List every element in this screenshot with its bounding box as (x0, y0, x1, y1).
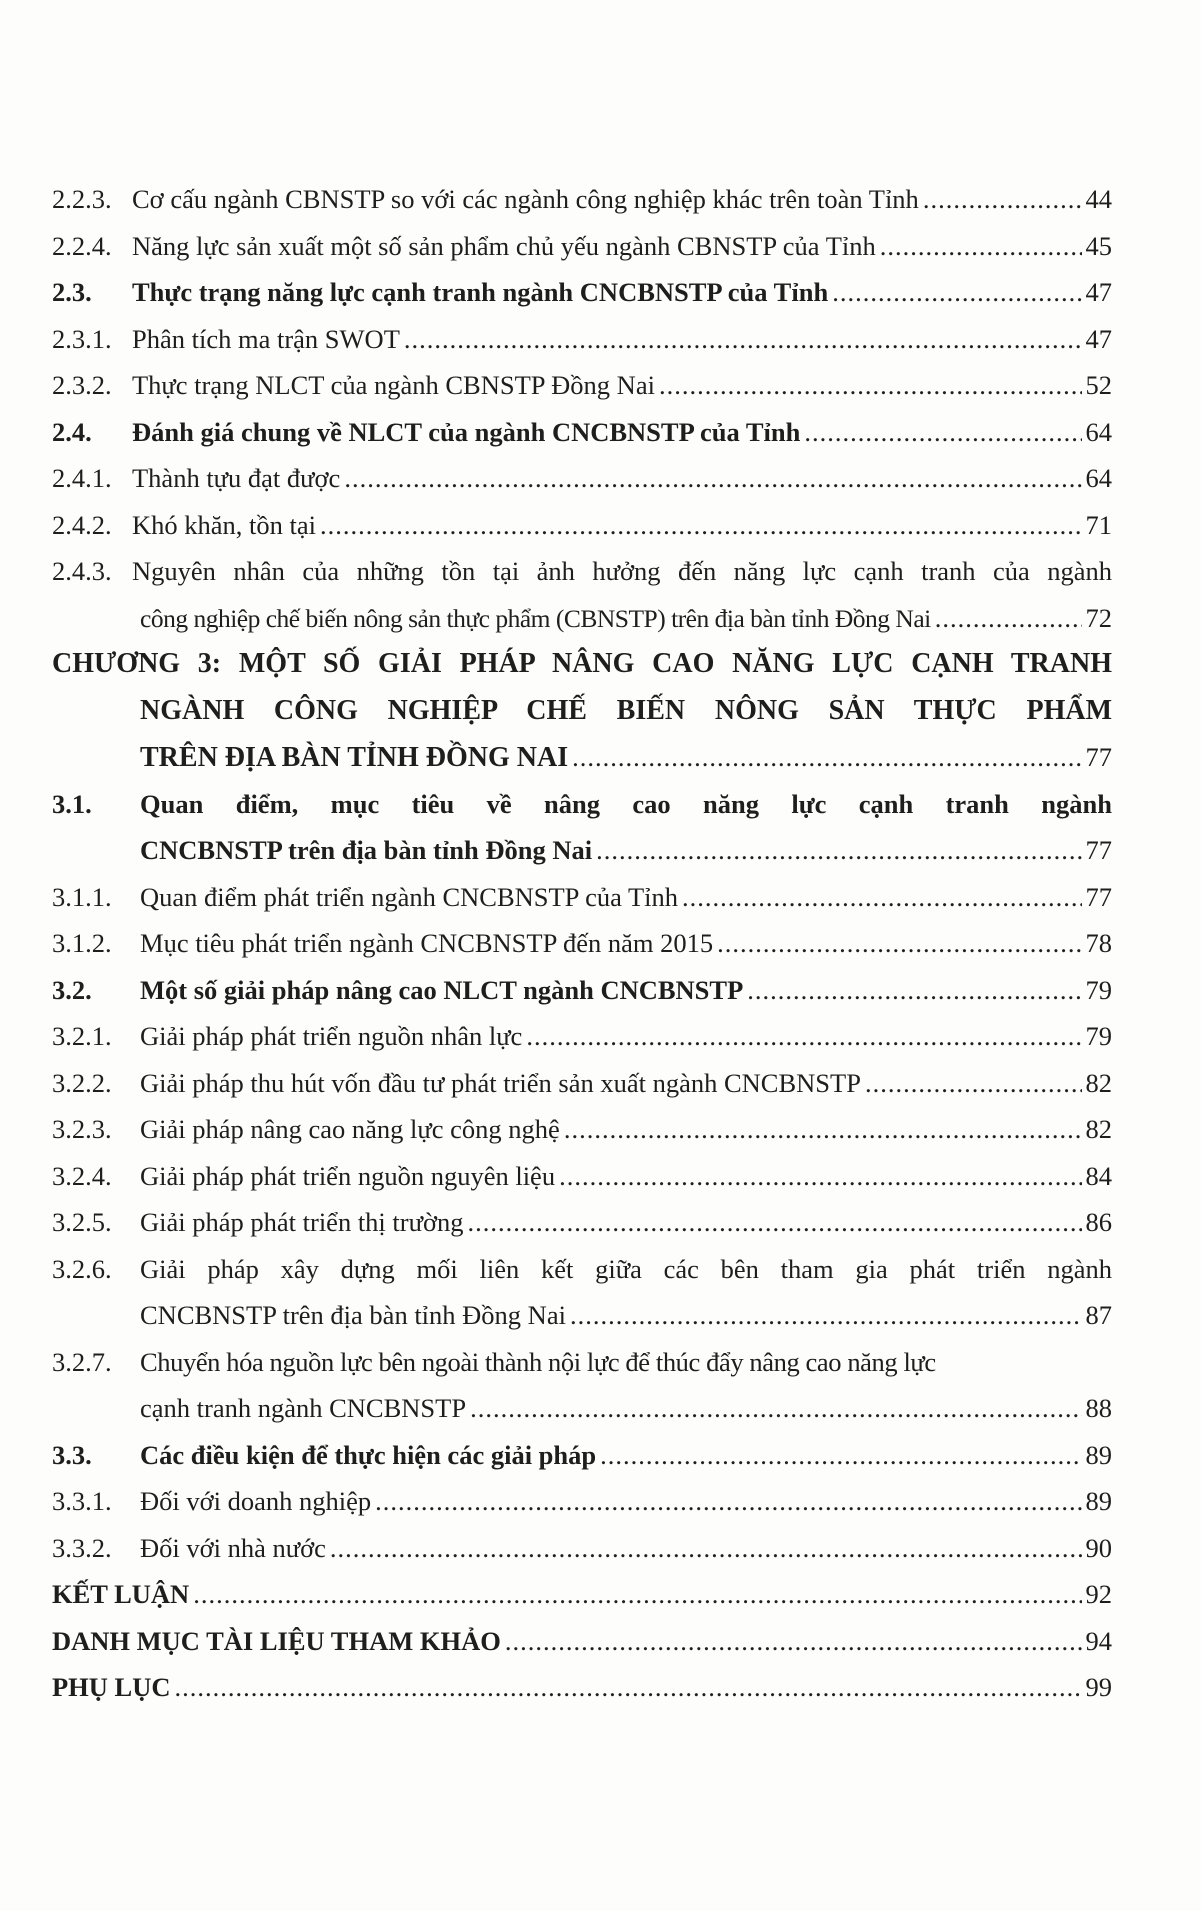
dot-leader (468, 1199, 1082, 1246)
entry-number: 3.2. (52, 974, 92, 1005)
toc-entry-3-2-2[interactable] (52, 1060, 1112, 1107)
entry-title: Đối với doanh nghiệp (140, 1486, 372, 1516)
entry-page: 71 (1085, 509, 1112, 540)
dot-leader (865, 1060, 1082, 1107)
entry-number: 3.3.2. (52, 1532, 112, 1563)
entry-title: Năng lực sản xuất một số sản phẩm chủ yếu ngành CBNSTP của Tỉnh (132, 230, 876, 261)
entry-number: 2.4.2. (52, 509, 112, 540)
entry-page: 90 (1085, 1532, 1112, 1563)
dot-leader (596, 827, 1081, 874)
entry-page: 82 (1085, 1067, 1112, 1098)
entry-title-line-2: cạnh tranh ngành CNCBNSTP (140, 1393, 467, 1423)
toc-entry-3-1[interactable] (52, 781, 1112, 874)
toc-entry-3-2-4[interactable] (52, 1153, 1112, 1200)
chapter-title-line-2: NGÀNH CÔNG NGHIỆP CHẾ BIẾN NÔNG SẢN THỰC PHẨM (140, 694, 1112, 726)
dot-leader (717, 920, 1081, 967)
dot-leader (193, 1571, 1081, 1618)
entry-title: Các điều kiện để thực hiện các giải pháp (140, 1439, 597, 1470)
entry-page: 64 (1085, 416, 1112, 447)
toc-entry-2-2-4[interactable] (52, 223, 1112, 270)
entry-page: 52 (1085, 370, 1112, 400)
dot-leader (375, 1478, 1081, 1525)
entry-title: Khó khăn, tồn tại (132, 509, 316, 540)
entry-title-line-1: Quan điểm, mục tiêu về nâng cao năng lực cạnh tranh ngành (140, 788, 1112, 819)
entry-number: 2.3.1. (52, 323, 112, 354)
entry-page: 77 (1085, 881, 1112, 912)
toc-entry-2-3[interactable] (52, 269, 1112, 316)
entry-page: 77 (1085, 742, 1112, 772)
dot-leader (470, 1385, 1081, 1432)
entry-title: Giải pháp thu hút vốn đầu tư phát triển sản xuất ngành CNCBNSTP (140, 1067, 861, 1098)
dot-leader (404, 316, 1082, 363)
entry-title: Giải pháp nâng cao năng lực công nghệ (140, 1114, 560, 1144)
entry-title-line-2: CNCBNSTP trên địa bàn tỉnh Đồng Nai (140, 835, 593, 865)
entry-page: 84 (1085, 1160, 1112, 1191)
entry-page: 89 (1085, 1439, 1112, 1470)
entry-title-line-1: Chuyển hóa nguồn lực bên ngoài thành nội lực để thúc đẩy nâng cao năng lực (140, 1346, 936, 1377)
dot-leader (682, 874, 1081, 921)
entry-number: 3.2.1. (52, 1021, 112, 1051)
entry-page: 82 (1085, 1114, 1112, 1144)
entry-title: Thực trạng năng lực cạnh tranh ngành CNCBNSTP của Tỉnh (132, 277, 829, 307)
toc-entry-2-4[interactable] (52, 409, 1112, 456)
entry-title-line-1: Nguyên nhân của những tồn tại ảnh hưởng đến năng lực cạnh tranh của ngành (132, 556, 1112, 586)
table-of-contents (52, 176, 1112, 1711)
chapter-title-line-3: TRÊN ĐỊA BÀN TỈNH ĐỒNG NAI (140, 742, 569, 773)
entry-page: 99 (1085, 1672, 1112, 1702)
toc-entry-3-2-7[interactable] (52, 1339, 1112, 1432)
entry-number: 2.4.1. (52, 463, 112, 493)
entry-page: 45 (1085, 230, 1112, 261)
toc-entry-3-2-3[interactable] (52, 1106, 1112, 1153)
dot-leader (600, 1432, 1081, 1479)
dot-leader (320, 502, 1082, 549)
dot-leader (559, 1153, 1081, 1200)
toc-entry-references[interactable] (52, 1618, 1112, 1665)
dot-leader (330, 1525, 1082, 1572)
entry-number: 3.1.1. (52, 881, 112, 912)
entry-title-line-1: Giải pháp xây dựng mối liên kết giữa các bên tham gia phát triển ngành (140, 1253, 1112, 1284)
toc-entry-3-1-1[interactable] (52, 874, 1112, 921)
entry-title: Đánh giá chung về NLCT của ngành CNCBNSTP của Tỉnh (132, 416, 801, 447)
entry-number: 2.4.3. (52, 556, 112, 586)
entry-page: 86 (1085, 1207, 1112, 1237)
entry-title-line-2: công nghiệp chế biến nông sản thực phẩm (CBNSTP) trên địa bàn tỉnh Đồng Nai (140, 603, 931, 633)
entry-number: 3.1.2. (52, 928, 112, 958)
entry-number: 3.2.5. (52, 1207, 112, 1237)
entry-number: 3.1. (52, 788, 92, 819)
entry-title: Phân tích ma trận SWOT (132, 323, 400, 354)
entry-number: 3.2.6. (52, 1253, 112, 1284)
entry-page: 44 (1085, 184, 1112, 214)
dot-leader (564, 1106, 1082, 1153)
toc-entry-appendix[interactable] (52, 1664, 1112, 1711)
entry-number: 3.2.2. (52, 1067, 112, 1098)
entry-title: Quan điểm phát triển ngành CNCBNSTP của Tỉnh (140, 881, 679, 912)
dot-leader (923, 176, 1082, 223)
entry-page: 47 (1085, 323, 1112, 354)
dot-leader (804, 409, 1081, 456)
entry-page: 87 (1085, 1300, 1112, 1330)
toc-entry-2-4-3[interactable] (52, 548, 1112, 641)
entry-title: Thực trạng NLCT của ngành CBNSTP Đồng Nai (132, 370, 655, 400)
toc-entry-2-2-3[interactable] (52, 176, 1112, 223)
toc-entry-3-2[interactable] (52, 967, 1112, 1014)
dot-leader (175, 1664, 1082, 1711)
toc-entry-2-4-2[interactable] (52, 502, 1112, 549)
entry-title: Thành tựu đạt được (132, 463, 341, 493)
entry-title: PHỤ LỤC (52, 1672, 171, 1702)
entry-page: 77 (1085, 835, 1112, 865)
dot-leader (659, 362, 1082, 409)
entry-page: 64 (1085, 463, 1112, 493)
entry-number: 3.2.4. (52, 1160, 112, 1191)
entry-number: 3.3.1. (52, 1486, 112, 1516)
toc-entry-3-2-6[interactable] (52, 1246, 1112, 1339)
dot-leader (880, 223, 1082, 270)
entry-title: Đối với nhà nước (140, 1532, 326, 1563)
dot-leader (935, 595, 1082, 642)
entry-number: 2.2.3. (52, 184, 112, 214)
toc-entry-2-3-1[interactable] (52, 316, 1112, 363)
dot-leader (505, 1618, 1082, 1665)
toc-entry-3-2-5[interactable] (52, 1199, 1112, 1246)
entry-page: 47 (1085, 277, 1112, 307)
entry-page: 92 (1085, 1579, 1112, 1609)
toc-entry-2-3-2[interactable] (52, 362, 1112, 409)
toc-entry-3-2-1[interactable] (52, 1013, 1112, 1060)
entry-number: 2.2.4. (52, 230, 112, 261)
dot-leader (572, 734, 1081, 781)
entry-page: 88 (1085, 1393, 1112, 1423)
entry-number: 2.3. (52, 277, 92, 307)
dot-leader (526, 1013, 1081, 1060)
dot-leader (832, 269, 1081, 316)
entry-page: 94 (1085, 1625, 1112, 1656)
entry-number: 3.2.3. (52, 1114, 112, 1144)
entry-page: 79 (1085, 1021, 1112, 1051)
toc-entry-conclusion[interactable] (52, 1571, 1112, 1618)
entry-title: Giải pháp phát triển nguồn nguyên liệu (140, 1160, 556, 1191)
toc-entry-3-3[interactable] (52, 1432, 1112, 1479)
dot-leader (747, 967, 1081, 1014)
dot-leader (344, 455, 1081, 502)
entry-title: Cơ cấu ngành CBNSTP so với các ngành công nghiệp khác trên toàn Tỉnh (132, 184, 919, 214)
entry-title: DANH MỤC TÀI LIỆU THAM KHẢO (52, 1625, 501, 1656)
toc-entry-2-4-1[interactable] (52, 455, 1112, 502)
entry-number: 3.3. (52, 1439, 92, 1470)
entry-title: Một số giải pháp nâng cao NLCT ngành CNCBNSTP (140, 974, 744, 1005)
entry-title-line-2: CNCBNSTP trên địa bàn tỉnh Đồng Nai (140, 1300, 566, 1330)
toc-entry-3-3-1[interactable] (52, 1478, 1112, 1525)
entry-title: Mục tiêu phát triển ngành CNCBNSTP đến năm 2015 (140, 928, 714, 958)
entry-page: 78 (1085, 928, 1112, 958)
entry-title: Giải pháp phát triển nguồn nhân lực (140, 1021, 523, 1051)
entry-page: 79 (1085, 974, 1112, 1005)
toc-entry-chapter-3[interactable] (52, 641, 1112, 781)
toc-entry-3-1-2[interactable] (52, 920, 1112, 967)
toc-entry-3-3-2[interactable] (52, 1525, 1112, 1572)
entry-number: 2.3.2. (52, 370, 112, 400)
entry-number: 2.4. (52, 416, 92, 447)
entry-page: 72 (1085, 602, 1112, 633)
entry-number: 3.2.7. (52, 1346, 112, 1377)
chapter-title-line-1: CHƯƠNG 3: MỘT SỐ GIẢI PHÁP NÂNG CAO NĂNG LỰC CẠNH TRANH (52, 648, 1112, 679)
entry-page: 89 (1085, 1486, 1112, 1516)
dot-leader (570, 1292, 1082, 1339)
entry-title: KẾT LUẬN (52, 1579, 190, 1609)
entry-title: Giải pháp phát triển thị trường (140, 1207, 464, 1237)
